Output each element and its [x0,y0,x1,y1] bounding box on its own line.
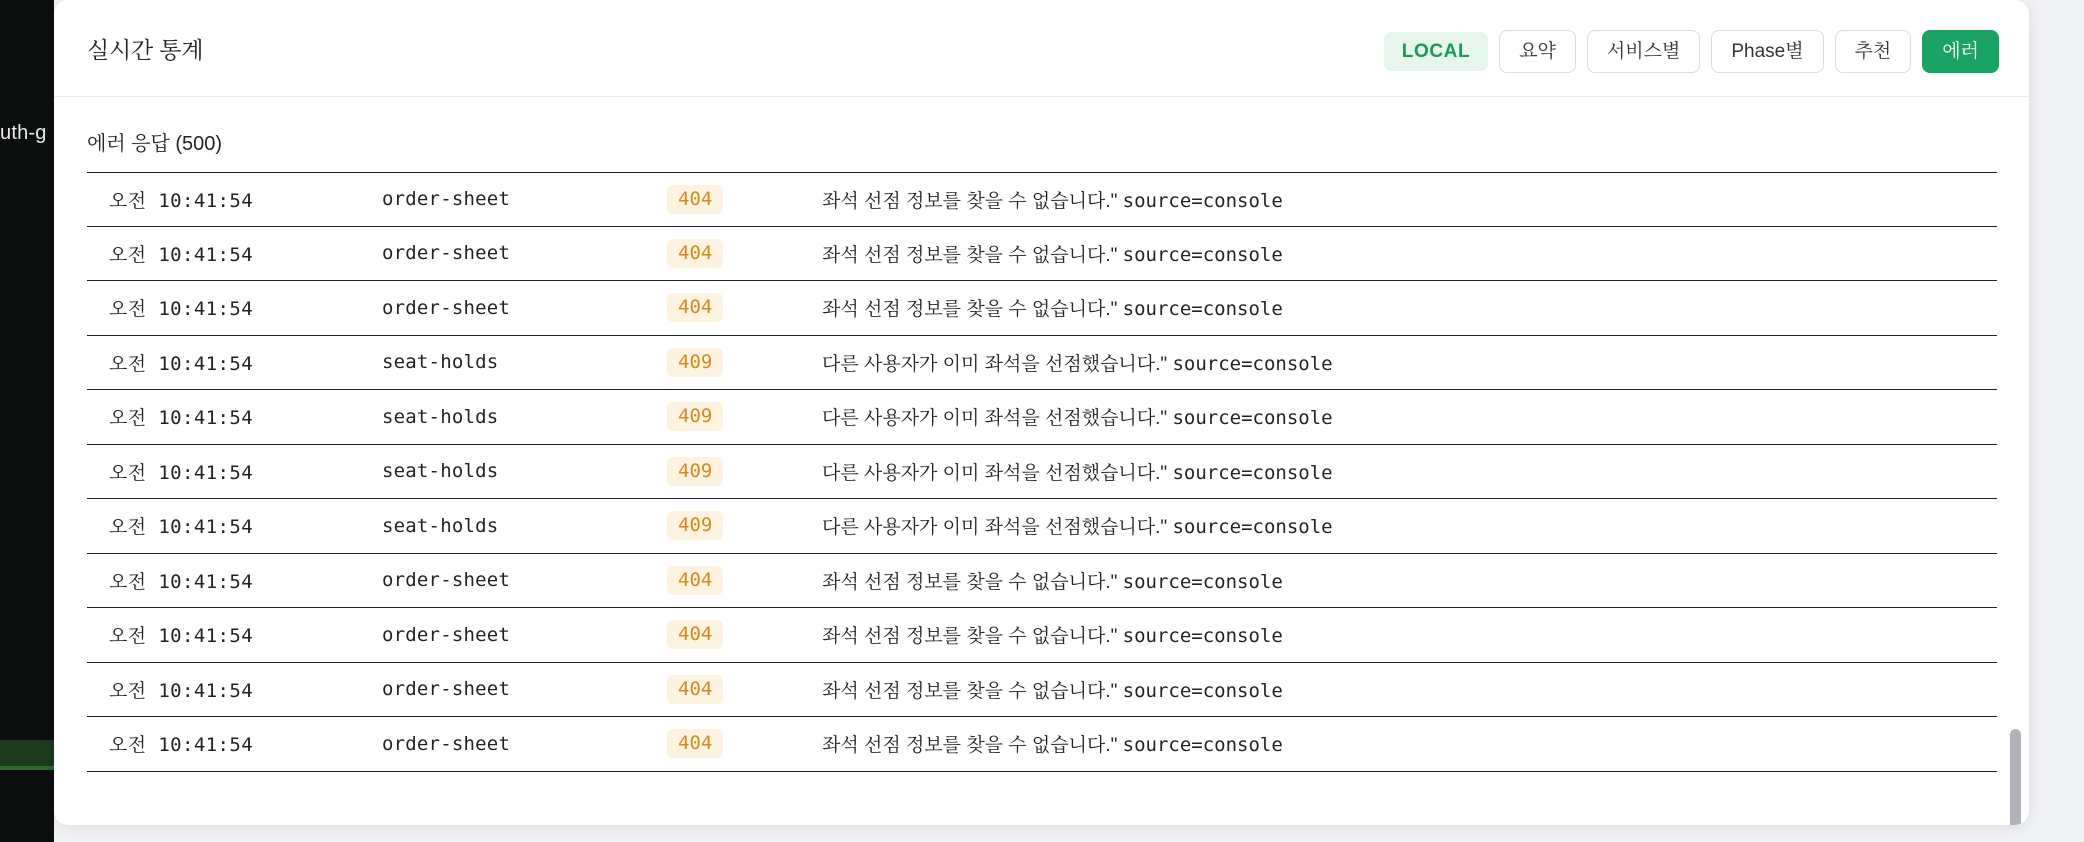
row-status-cell [667,239,822,268]
row-message [822,458,1997,485]
row-message-source: source=console [1122,189,1283,212]
row-service: order-sheet [382,188,511,211]
row-service: seat-holds [382,460,499,483]
row-service: order-sheet [382,242,511,265]
header-controls [1384,30,1999,73]
row-message-text: 다른 사용자가 이미 좌석을 선점했습니다." [822,517,1168,539]
status-badge: 404 [667,185,723,214]
row-timestamp: 오전 10:41:54 [109,625,254,648]
panel-header [54,0,2029,97]
table-row[interactable] [87,390,1997,445]
row-service: seat-holds [382,514,499,537]
row-service: order-sheet [382,732,511,755]
row-service: order-sheet [382,678,511,701]
tab-recommendation[interactable]: 추천 [1835,30,1912,73]
row-message-source: source=console [1172,516,1333,539]
row-message-text: 좌석 선점 정보를 찾을 수 없습니다." [822,571,1118,593]
row-status-cell [667,729,822,758]
table-row[interactable] [87,608,1997,663]
table-row[interactable] [87,227,1997,282]
row-message-text: 좌석 선점 정보를 찾을 수 없습니다." [822,299,1118,321]
status-badge: 409 [667,511,723,540]
table-row[interactable] [87,445,1997,500]
row-message-text: 좌석 선점 정보를 찾을 수 없습니다." [822,680,1118,702]
row-message [822,621,1997,648]
row-message-text: 다른 사용자가 이미 좌석을 선점했습니다." [822,462,1168,484]
background-green-underline [0,766,54,770]
table-row[interactable] [87,554,1997,609]
row-status-cell [667,566,822,595]
status-badge: 404 [667,675,723,704]
row-message-source: source=console [1122,734,1283,757]
row-message-text: 좌석 선점 정보를 찾을 수 없습니다." [822,735,1118,757]
row-timestamp: 오전 10:41:54 [109,243,254,266]
row-timestamp: 오전 10:41:54 [109,352,254,375]
section-title-error-responses: 에러 응답 (500) [87,133,223,155]
error-log-table[interactable] [87,172,1997,812]
page-title: 실시간 통계 [87,37,204,63]
row-message-source: source=console [1172,352,1333,375]
row-service: order-sheet [382,623,511,646]
tab-summary[interactable]: 요약 [1499,30,1576,73]
status-badge: 409 [667,457,723,486]
row-message-source: source=console [1122,679,1283,702]
status-badge: 404 [667,239,723,268]
row-message-text: 좌석 선점 정보를 찾을 수 없습니다." [822,626,1118,648]
row-message-source: source=console [1122,625,1283,648]
background-sidebar [0,0,54,842]
row-message [822,676,1997,703]
tab-by-phase[interactable]: Phase별 [1711,30,1823,73]
tab-errors[interactable]: 에러 [1922,30,1999,73]
row-service: order-sheet [382,296,511,319]
row-status-cell [667,675,822,704]
row-timestamp: 오전 10:41:54 [109,407,254,430]
row-message [822,403,1997,430]
realtime-stats-panel [54,0,2029,825]
row-message [822,349,1997,376]
row-status-cell [667,511,822,540]
row-timestamp: 오전 10:41:54 [109,189,254,212]
row-message-text: 좌석 선점 정보를 찾을 수 없습니다." [822,190,1118,212]
table-row[interactable] [87,499,1997,554]
row-message-text: 다른 사용자가 이미 좌석을 선점했습니다." [822,408,1168,430]
row-status-cell [667,402,822,431]
row-status-cell [667,293,822,322]
row-message-text: 다른 사용자가 이미 좌석을 선점했습니다." [822,353,1168,375]
row-status-cell [667,185,822,214]
row-status-cell [667,620,822,649]
row-message [822,294,1997,321]
row-message [822,730,1997,757]
tab-by-service[interactable]: 서비스별 [1587,30,1700,73]
table-row[interactable] [87,663,1997,718]
row-status-cell [667,348,822,377]
row-timestamp: 오전 10:41:54 [109,298,254,321]
row-timestamp: 오전 10:41:54 [109,461,254,484]
status-badge: 409 [667,348,723,377]
environment-badge: LOCAL [1384,32,1488,71]
row-timestamp: 오전 10:41:54 [109,679,254,702]
status-badge: 404 [667,729,723,758]
row-service: seat-holds [382,351,499,374]
table-row[interactable] [87,172,1997,227]
table-row[interactable] [87,281,1997,336]
table-row[interactable] [87,717,1997,772]
background-green-strip [0,740,54,766]
row-message-source: source=console [1122,298,1283,321]
status-badge: 409 [667,402,723,431]
row-service: order-sheet [382,569,511,592]
row-service: seat-holds [382,405,499,428]
row-message-source: source=console [1172,461,1333,484]
status-badge: 404 [667,620,723,649]
status-badge: 404 [667,293,723,322]
row-message [822,186,1997,213]
row-message-source: source=console [1122,570,1283,593]
row-message-source: source=console [1172,407,1333,430]
table-row[interactable] [87,336,1997,391]
row-status-cell [667,457,822,486]
row-message-text: 좌석 선점 정보를 찾을 수 없습니다." [822,244,1118,266]
row-message [822,567,1997,594]
row-timestamp: 오전 10:41:54 [109,516,254,539]
scrollbar-thumb[interactable] [2010,729,2021,825]
row-timestamp: 오전 10:41:54 [109,570,254,593]
row-message [822,512,1997,539]
background-sidebar-label: uth-g [0,122,47,144]
row-message [822,240,1997,267]
row-timestamp: 오전 10:41:54 [109,734,254,757]
status-badge: 404 [667,566,723,595]
row-message-source: source=console [1122,243,1283,266]
